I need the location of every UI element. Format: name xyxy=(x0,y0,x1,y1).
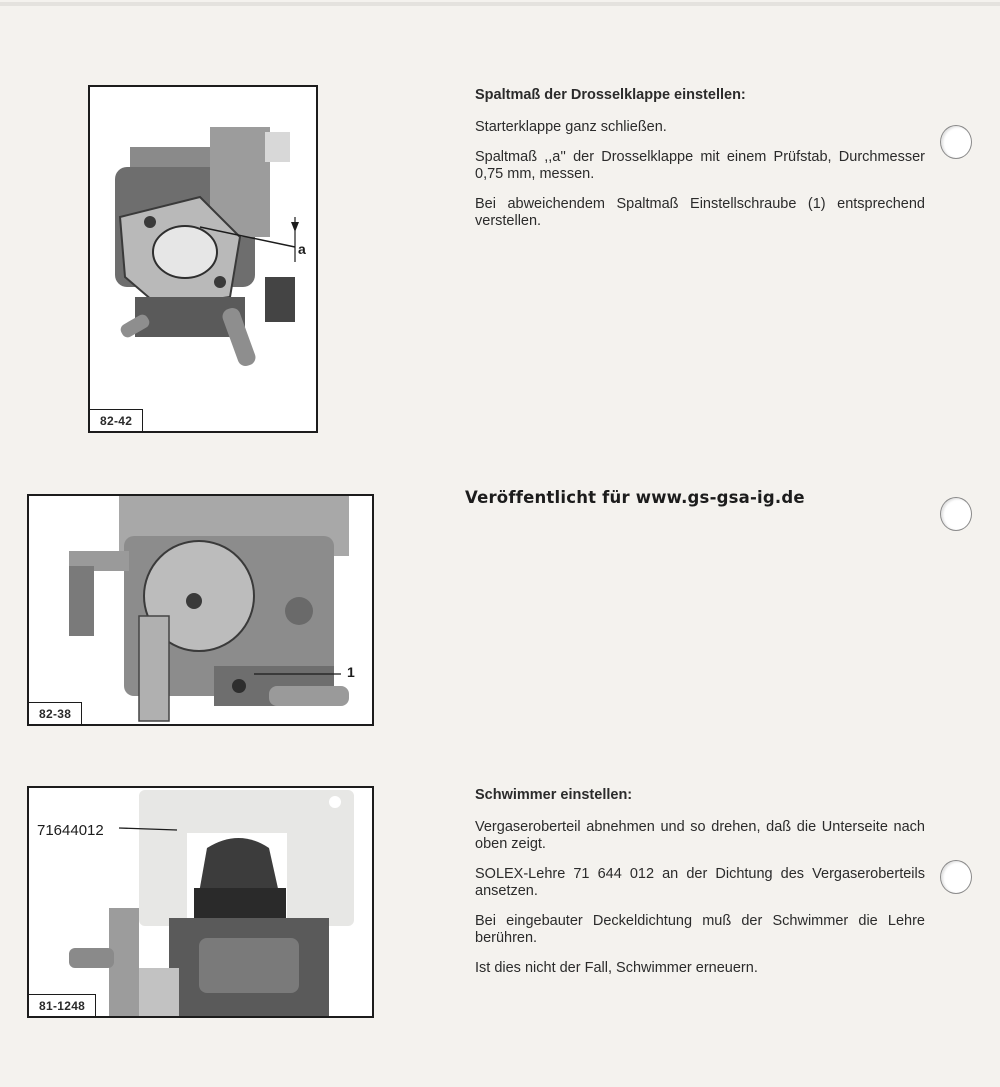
figure-label-81-1248: 81-1248 xyxy=(29,994,96,1016)
carburetor-photo-1 xyxy=(88,85,318,433)
callout-71644012: 71644012 xyxy=(37,822,104,839)
section-throttle-gap xyxy=(475,87,925,243)
figure-label-82-38: 82-38 xyxy=(29,702,82,724)
binder-hole-top xyxy=(940,125,972,159)
callout-1: 1 xyxy=(347,664,355,680)
callout-a: a xyxy=(298,241,306,257)
paragraph: Ist dies nicht der Fall, Schwimmer erneuern. xyxy=(475,960,758,976)
page-top-edge xyxy=(0,2,1000,6)
paragraph: Starterklappe ganz schließen. xyxy=(475,119,667,135)
publisher-watermark: Veröffentlicht für www.gs-gsa-ig.de xyxy=(465,488,805,507)
paragraph: SOLEX-Lehre 71 644 012 an der Dichtung des Vergaseroberteils ansetzen. xyxy=(475,866,925,899)
section-float-setting xyxy=(475,787,925,990)
binder-hole-middle xyxy=(940,497,972,531)
carburetor-illustration-1 xyxy=(90,87,316,431)
paragraph: Bei eingebauter Deckeldichtung muß der Schwimmer die Lehre berühren. xyxy=(475,913,925,946)
float-gauge-photo xyxy=(27,786,374,1018)
carburetor-photo-2 xyxy=(27,494,374,726)
paragraph: Bei abweichendem Spaltmaß Einstellschraube (1) entsprechend verstellen. xyxy=(475,196,925,229)
paragraph: Spaltmaß ,,a'' der Drosselklappe mit einem Prüfstab, Durchmesser 0,75 mm, messen. xyxy=(475,149,925,182)
figure-label-82-42: 82-42 xyxy=(90,409,143,431)
carburetor-illustration-2 xyxy=(29,496,372,724)
binder-hole-bottom xyxy=(940,860,972,894)
paragraph: Vergaseroberteil abnehmen und so drehen, daß die Unterseite nach oben zeigt. xyxy=(475,819,925,852)
section-heading-float-setting: Schwimmer einstellen: xyxy=(475,787,633,803)
section-heading-throttle-gap: Spaltmaß der Drosselklappe einstellen: xyxy=(475,87,746,103)
